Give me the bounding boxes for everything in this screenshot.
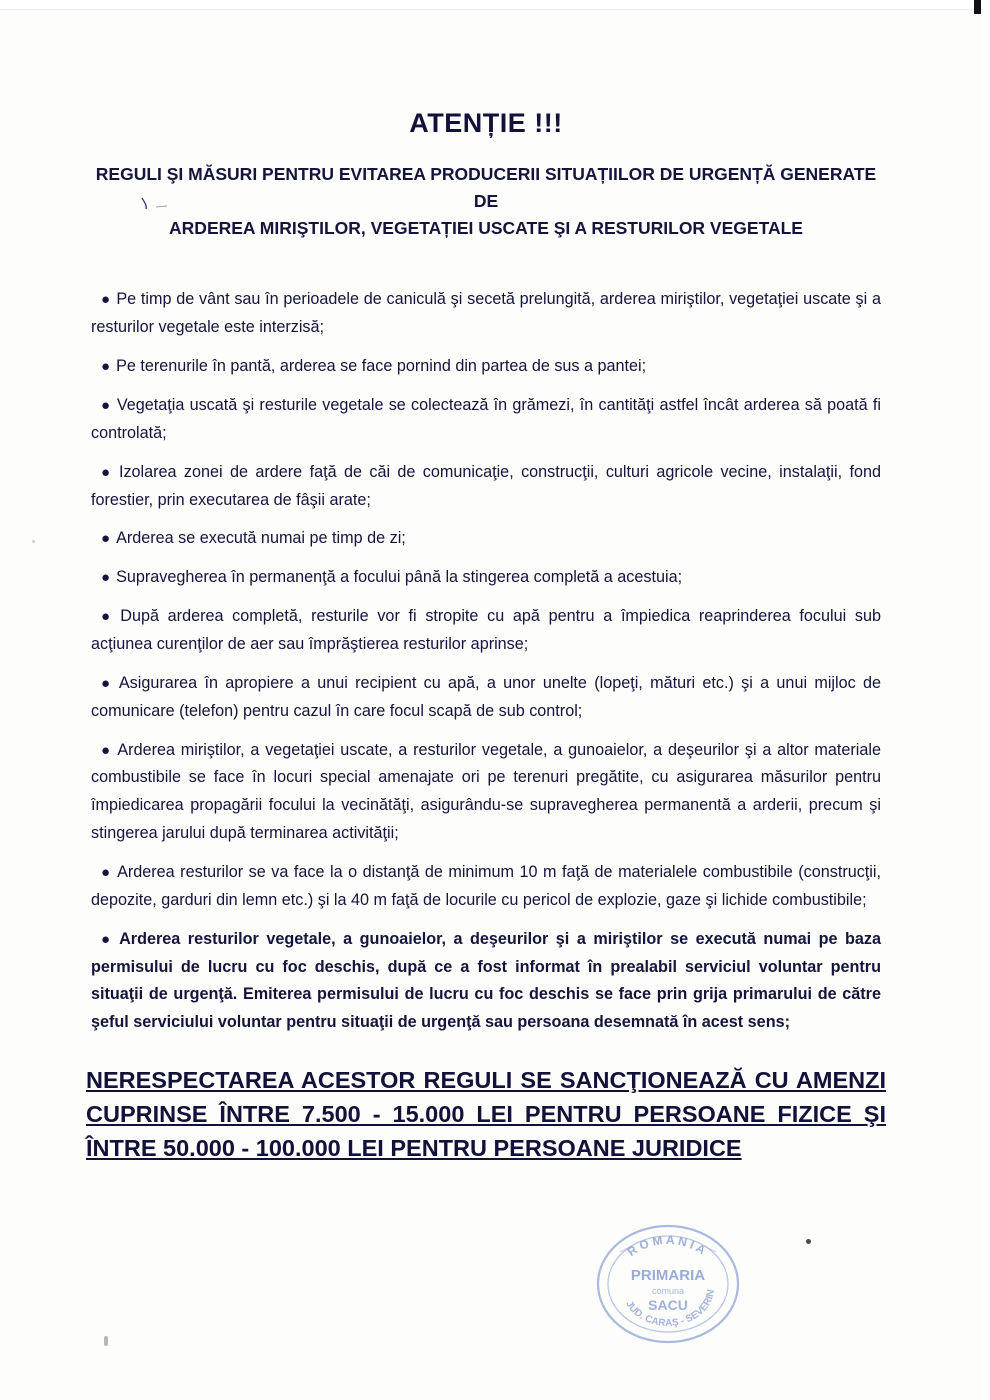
- list-item: [91, 459, 881, 515]
- stamp-icon: [592, 1218, 744, 1350]
- bullet-icon: ●: [101, 741, 112, 759]
- rules-list: [91, 286, 881, 1037]
- list-item: [91, 525, 881, 553]
- rule-text: Arderea resturilor se va face la o distanţă de minimum 10 m faţă de materialele combustibile (construcţii, depozite, garduri din lemn etc.) şi la 40 m faţă de locurile cu pericol de explozie, gaze şi lichide combustibile;: [91, 862, 881, 909]
- rule-text: Izolarea zonei de ardere faţă de căi de comunicaţie, construcţii, culturi agricole vecine, instalaţii, fond forestier, prin executarea de fâşii arate;: [91, 462, 881, 509]
- subtitle-line-2: ARDEREA MIRIŞTILOR, VEGETAȚIEI USCATE ŞI A RESTURILOR VEGETALE: [169, 218, 803, 239]
- list-item: [91, 603, 881, 659]
- bullet-icon: ●: [101, 358, 111, 376]
- rule-text: Supravegherea în permanenţă a focului până la stingerea completă a acestuia;: [116, 568, 683, 587]
- official-stamp: [592, 1218, 744, 1350]
- list-item: [91, 286, 881, 342]
- rule-text: Arderea miriştilor, a vegetaţiei uscate, a resturilor vegetale, a gunoaielor, a deşeurilor şi a altor materiale combustibile se face în locuri special amenajate ori pe terenuri pregătite, cu asigurarea măsurilor pentru împiedicarea propagării focului la vecinătăţi, asigurându-se supravegherea permanentă a arderii, precum şi stingerea jarului după terminarea activităţii;: [91, 740, 882, 843]
- scan-right-margin: [983, 0, 990, 1400]
- bullet-icon: ●: [101, 463, 113, 481]
- rule-text: După arderea completă, resturile vor fi stropite cu apă pentru a împiedica reaprinderea focului sub acţiunea curenţilor de aer sau împrăştierea resturilor aprinse;: [91, 607, 882, 653]
- stamp-top-text: R O M A N I A: [624, 1232, 709, 1260]
- bullet-icon: ●: [101, 291, 111, 309]
- list-item: [91, 564, 881, 592]
- list-item: [91, 353, 881, 381]
- stray-pen-stroke-icon: [140, 196, 174, 212]
- bullet-icon: ●: [101, 396, 111, 414]
- bullet-icon: ●: [101, 674, 113, 692]
- stamp-bottom-text: JUD. CARAŞ - SEVERIN: [623, 1288, 718, 1330]
- handwritten-stray-mark: [140, 196, 170, 210]
- page-title: ATENȚIE !!!: [409, 108, 563, 138]
- rule-text: Vegetaţia uscată şi resturile vegetale se colectează în grămezi, în cantităţi astfel încât arderea să poată fi controlată;: [91, 395, 881, 442]
- rule-text: Arderea se execută numai pe timp de zi;: [116, 529, 406, 548]
- bullet-icon: ●: [101, 530, 111, 548]
- list-item: [91, 859, 881, 915]
- bullet-icon: ●: [101, 569, 111, 587]
- stamp-sub-text: comuna: [651, 1286, 685, 1296]
- bullet-icon: ●: [101, 863, 112, 881]
- rule-text: Pe timp de vânt sau în perioadele de caniculă şi secetă prelungită, arderea miriştilor, vegetaţiei uscate şi a resturilor vegetale este interzisă;: [91, 290, 882, 337]
- list-item: [91, 392, 881, 448]
- list-item-emphasized: [91, 926, 881, 1037]
- rule-text: Pe terenurile în pantă, arderea se face pornind din partea de sus a pantei;: [116, 357, 647, 376]
- stamp-name-text: SACU: [648, 1297, 688, 1313]
- rule-text-bold: Arderea resturilor vegetale, a gunoaielor, a deşeurilor şi a miriştilor se execută numai pe baza permisului de lucru cu foc deschis, după ce a fost informat în prealabil serviciul voluntar pentru situaţii de urgenţă. Emiterea permisului de lucru cu foc deschis se face prin grija primarului de către şeful serviciului voluntar pentru situaţii de urgenţă sau persoana desemnată în acest sens;: [91, 929, 881, 1032]
- list-item: [91, 670, 881, 726]
- bullet-icon: ●: [101, 608, 115, 626]
- penalty-text: NERESPECTAREA ACESTOR REGULI SE SANCŢIONEAZĂ CU AMENZI CUPRINSE ÎNTRE 7.500 - 15.000 LEI PENTRU PERSOANE FIZICE ŞI ÎNTRE 50.000 - 100.000 LEI PENTRU PERSOANE JURIDICE: [86, 1067, 886, 1162]
- subtitle-line-1: REGULI ŞI MĂSURI PENTRU EVITAREA PRODUCERII SITUAȚIILOR DE URGENȚĂ GENERATE DE: [95, 164, 877, 212]
- scan-corner-mark: [974, 0, 981, 14]
- rule-text: Asigurarea în apropiere a unui recipient cu apă, a unor unelte (lopeţi, mături etc.) şi a unui mijloc de comunicare (telefon) pentru cazul în care focul scapă de sub control;: [91, 673, 882, 720]
- penalty-notice: [86, 1063, 886, 1165]
- list-item: [91, 737, 881, 848]
- bullet-icon: ●: [101, 930, 114, 948]
- svg-text:R O M A N I A: [625, 1233, 709, 1259]
- stamp-center-text: PRIMARIA: [630, 1267, 706, 1284]
- document-subtitle: [86, 161, 886, 242]
